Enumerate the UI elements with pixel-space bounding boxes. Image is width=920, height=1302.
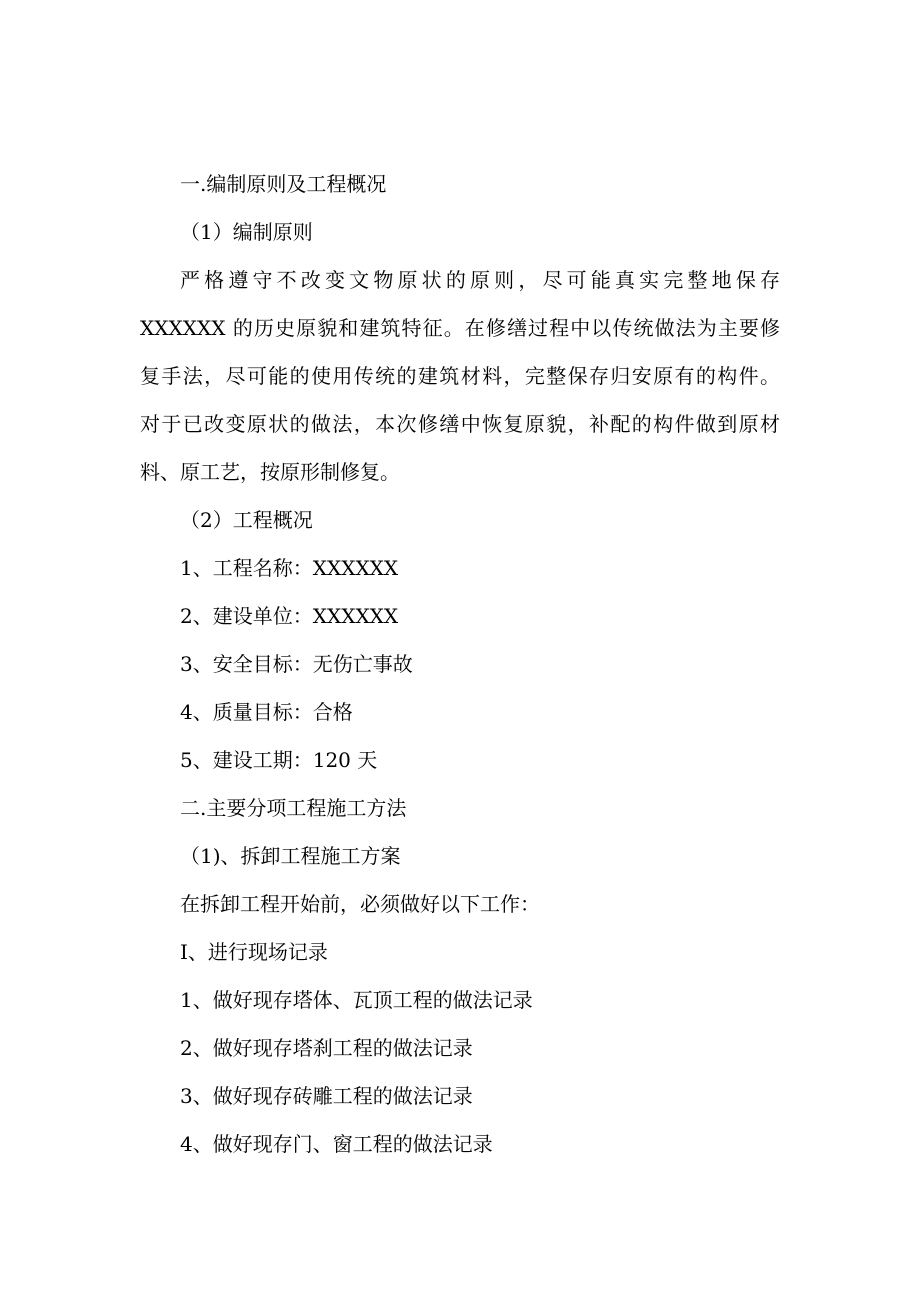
subsection-principles-heading: （1）编制原则 xyxy=(180,220,313,244)
record-item: 3、做好现存砖雕工程的做法记录 xyxy=(180,1084,473,1108)
principle-paragraph-line: 复手法，尽可能的使用传统的建筑材料，完整保存归安原有的构件。 xyxy=(140,364,780,388)
record-item: 2、做好现存塔刹工程的做法记录 xyxy=(180,1036,473,1060)
overview-item: 5、建设工期：120 天 xyxy=(180,748,378,772)
record-item: 4、做好现存门、窗工程的做法记录 xyxy=(180,1132,493,1156)
overview-item: 2、建设单位：XXXXXX xyxy=(180,604,399,628)
record-item: 1、做好现存塔体、瓦顶工程的做法记录 xyxy=(180,988,533,1012)
preparation-intro: 在拆卸工程开始前，必须做好以下工作： xyxy=(180,892,540,916)
section-1-heading: 一.编制原则及工程概况 xyxy=(180,172,387,196)
record-heading: I、进行现场记录 xyxy=(180,940,328,964)
principle-paragraph-line: 对于已改变原状的做法，本次修缮中恢复原貌，补配的构件做到原材 xyxy=(140,412,780,436)
principle-paragraph-line: 料、原工艺，按原形制修复。 xyxy=(140,460,400,484)
section-2-heading: 二.主要分项工程施工方法 xyxy=(180,796,407,820)
overview-item: 3、安全目标：无伤亡事故 xyxy=(180,652,413,676)
subsection-demolition-heading: （1)、拆卸工程施工方案 xyxy=(180,844,401,868)
subsection-overview-heading: （2）工程概况 xyxy=(180,508,313,532)
principle-paragraph-line: XXXXXX 的历史原貌和建筑特征。在修缮过程中以传统做法为主要修 xyxy=(140,316,780,340)
overview-item: 1、工程名称：XXXXXX xyxy=(180,556,399,580)
overview-item: 4、质量目标：合格 xyxy=(180,700,353,724)
principle-paragraph-line: 严格遵守不改变文物原状的原则，尽可能真实完整地保存 xyxy=(180,268,780,292)
